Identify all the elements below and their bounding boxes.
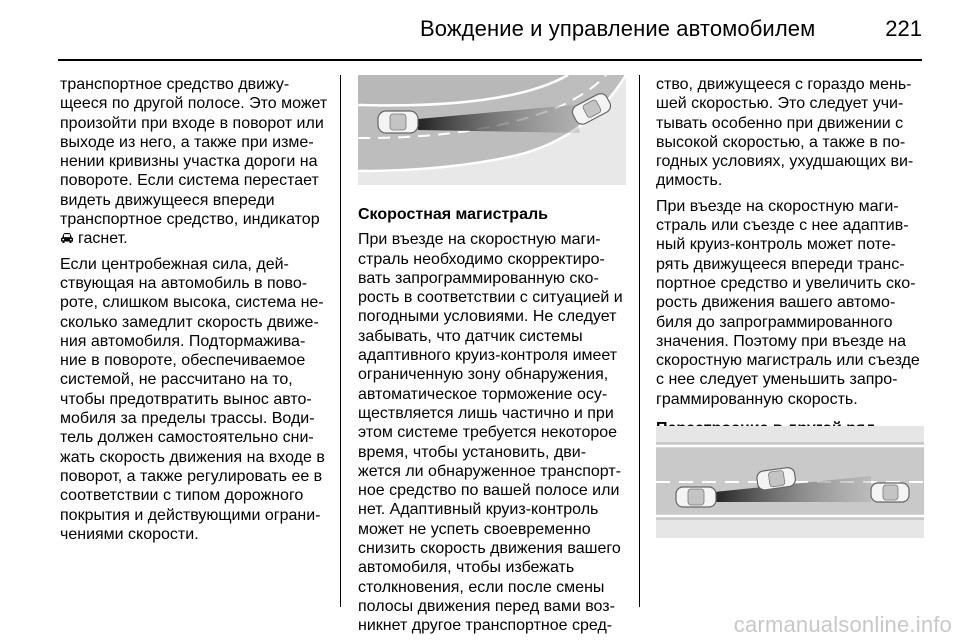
page-number: 221: [885, 16, 922, 41]
paragraph: При въезде на скоростную маги- страль или съезде с нее адаптив- ный круиз-контроль может поте- рять движущееся впереди транс- портное средство и увеличить ско- рость движения вашего автомо- биля до запрограммированного значения. Поэтому при въезде на скоростную магистраль или съезде с нее следует уменьшить запро- граммированную скорость.: [656, 197, 920, 408]
watermark: carmanualsonline.info: [733, 612, 952, 637]
text-column-2: [358, 205, 626, 642]
own-car: [676, 487, 716, 507]
section-heading-highway: Скоростная магистраль: [358, 206, 548, 223]
text-column-1: [60, 75, 328, 550]
paragraph-text-end: гаснет.: [78, 230, 128, 248]
paragraph: [60, 75, 328, 249]
lead-car: [871, 483, 909, 502]
own-car: [378, 111, 418, 133]
page-title: Вождение и управление автомобилем: [420, 16, 816, 41]
paragraph: При въезде на скоростную маги- страль необходимо скорректиро- вать запрограммированную ско- рость в соответствии с ситуацией и погодными условиями. Не следует забывать, что датчик системы адаптивного круиз-контроля имеет ограниченную зону обнаружения, автоматическое торможение осу- ществляется лишь частично и при этом системе требуется некоторое время, чтобы установить, дви- жется ли обнаруженное транспорт- ное средство по вашей полосе или нет. Адаптивный круиз-контроль может не успеть своевременно снизить скорость движения вашего автомобиля, чтобы избежать столкновения, если после смены полосы движения перед вами воз- никнет другое транспортное сред-: [358, 231, 623, 635]
curve-road-figure: [358, 75, 626, 185]
paragraph: ство, движущееся с гораздо мень- шей скоростью. Это следует учи- тывать особенно при движении с высокой скоростью, а также в по- годных условиях, ухудшающих ви- димость.: [656, 76, 914, 190]
column-divider-left: [340, 75, 341, 607]
text-column-3: [656, 75, 924, 444]
car-indicator-icon: [60, 232, 74, 244]
lane-change-figure: [656, 426, 924, 538]
header-divider: [58, 59, 922, 61]
paragraph: Если центробежная сила, дей- ствующая на автомобиль в пово- роте, слишком высока, система не- сколько замедлит скорость движе- ния автомобиля. Подтормажива- ние в повороте, обеспечиваемое системой, не рассчитано на то, чтобы предотвратить вынос авто- мобиля за пределы трассы. Води- тель должен самостоятельно сни- жать скорость движения на входе в поворот, а также регулировать ее в соответствии с типом дорожного покрытия и действующими ограни- чениями скорости.: [60, 255, 325, 543]
column-divider-right: [639, 75, 640, 607]
paragraph-text: транспортное средство движу- щееся по другой полосе. Это может произойти при входе в поворот или выходе из него, а также при изме- нении кривизны участка дороги на повороте. Если система перестает видеть движущееся впереди транспортное средство, индикатор: [60, 76, 328, 229]
